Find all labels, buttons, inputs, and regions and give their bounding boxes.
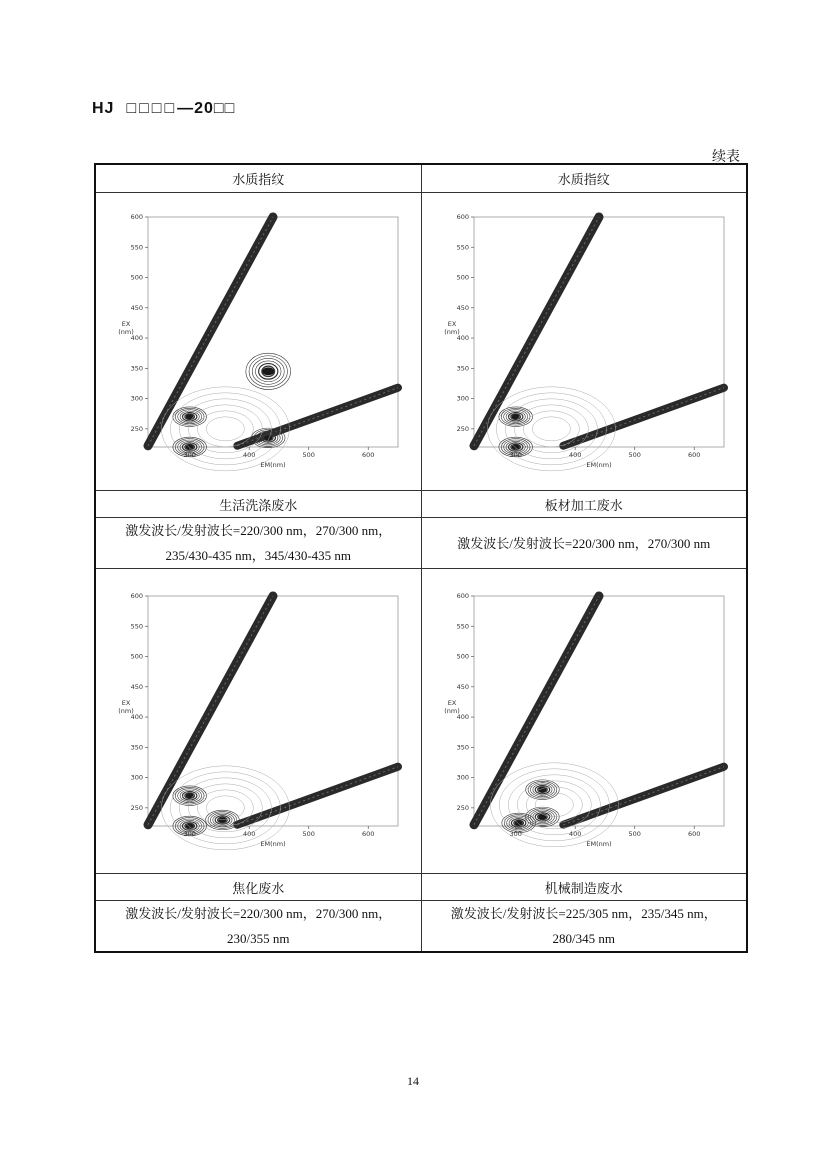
x-axis-label: EM(nm) <box>586 460 612 469</box>
eem-contour-plot <box>434 202 734 482</box>
peak-description <box>95 518 421 569</box>
y-tick-label: 300 <box>456 773 469 782</box>
x-tick-label: 300 <box>509 830 522 838</box>
y-tick-label: 350 <box>456 363 469 372</box>
y-tick-label: 500 <box>130 273 144 282</box>
x-tick-label: 600 <box>362 450 375 459</box>
y-tick-label: 550 <box>456 622 469 631</box>
peak-description-line: 235/430-435 nm，345/430-435 nm <box>165 548 352 563</box>
x-axis-label: EM(nm) <box>260 460 286 469</box>
y-tick-label: 450 <box>130 303 144 312</box>
y-tick-label: 350 <box>130 743 144 752</box>
peak-core <box>186 414 194 419</box>
standard-year-placeholder: —20□□ <box>177 100 236 117</box>
y-tick-label: 250 <box>456 803 469 812</box>
sample-name: 板材加工废水 <box>421 491 747 518</box>
y-axis-unit: (nm) <box>443 706 460 715</box>
peak-description-line: 激发波长/发射波长=225/305 nm，235/345 nm， <box>450 906 717 921</box>
peak-description <box>95 901 421 953</box>
sample-name: 生活洗涤废水 <box>95 491 421 518</box>
y-tick-label: 550 <box>130 242 144 251</box>
peak-core <box>186 793 194 798</box>
column-header-left: 水质指纹 <box>95 164 421 193</box>
plot-area <box>148 596 398 826</box>
y-tick-label: 350 <box>456 743 469 752</box>
sample-name: 焦化废水 <box>95 874 421 901</box>
y-tick-label: 600 <box>456 592 469 600</box>
x-tick-label: 500 <box>628 450 641 459</box>
standard-number-placeholder: □□□□ <box>126 100 178 117</box>
y-axis-label: EX <box>121 319 131 328</box>
figure-cell <box>95 193 421 491</box>
figure-cell <box>421 193 747 491</box>
y-tick-label: 500 <box>456 652 469 661</box>
peak-description <box>421 901 747 953</box>
y-tick-label: 600 <box>456 212 469 221</box>
y-tick-label: 400 <box>456 713 469 722</box>
y-tick-label: 450 <box>456 303 469 312</box>
y-tick-label: 350 <box>130 363 144 372</box>
x-tick-label: 600 <box>687 830 701 838</box>
y-tick-label: 300 <box>130 394 144 403</box>
x-tick-label: 500 <box>302 450 316 459</box>
y-tick-label: 450 <box>456 682 469 691</box>
peak-core <box>511 414 519 419</box>
y-tick-label: 600 <box>130 592 144 600</box>
y-axis-unit: (nm) <box>118 327 135 336</box>
y-tick-label: 600 <box>130 212 144 221</box>
x-tick-label: 500 <box>302 830 316 838</box>
page-number: 14 <box>407 1074 419 1088</box>
x-tick-label: 400 <box>568 830 582 838</box>
standard-prefix: HJ <box>92 100 115 117</box>
x-tick-label: 400 <box>243 830 256 838</box>
x-tick-label: 300 <box>183 450 197 459</box>
x-tick-label: 500 <box>628 830 641 838</box>
y-tick-label: 250 <box>130 803 144 812</box>
y-axis-unit: (nm) <box>118 706 135 715</box>
y-axis-label: EX <box>447 698 457 707</box>
standard-code-header <box>92 100 235 118</box>
y-tick-label: 250 <box>456 424 469 433</box>
x-tick-label: 400 <box>243 450 256 459</box>
x-axis-label: EM(nm) <box>586 840 612 848</box>
y-tick-label: 500 <box>130 652 144 661</box>
sample-name: 机械制造废水 <box>421 874 747 901</box>
y-tick-label: 550 <box>130 622 144 631</box>
y-axis-unit: (nm) <box>443 327 460 336</box>
peak-core <box>262 367 274 375</box>
peak-description-line: 激发波长/发射波长=220/300 nm，270/300 nm， <box>125 523 392 538</box>
figure-cell <box>95 569 421 874</box>
peak-description-line: 激发波长/发射波长=220/300 nm，270/300 nm <box>457 535 711 551</box>
peak-description <box>421 518 747 569</box>
x-tick-label: 300 <box>183 830 197 838</box>
eem-contour-plot <box>108 202 408 482</box>
y-axis-label: EX <box>447 319 457 328</box>
x-tick-label: 300 <box>509 450 522 459</box>
y-tick-label: 300 <box>456 394 469 403</box>
x-tick-label: 600 <box>362 830 375 838</box>
y-axis-label: EX <box>121 698 131 707</box>
y-tick-label: 550 <box>456 242 469 251</box>
plot-area <box>474 596 724 826</box>
peak-description-line: 280/345 nm <box>552 931 615 946</box>
y-tick-label: 400 <box>130 333 144 342</box>
continued-table-label: 续表 <box>712 149 740 165</box>
y-tick-label: 250 <box>130 424 144 433</box>
column-header-right: 水质指纹 <box>421 164 747 193</box>
y-tick-label: 400 <box>130 713 144 722</box>
fluorescence-peak <box>252 428 286 448</box>
eem-contour-plot <box>434 581 734 861</box>
plot-area <box>148 217 398 447</box>
fingerprint-table <box>94 163 748 953</box>
figure-cell <box>421 569 747 874</box>
fluorescence-peak <box>525 780 559 800</box>
peak-description-line: 激发波长/发射波长=220/300 nm，270/300 nm， <box>125 906 392 921</box>
y-tick-label: 400 <box>456 333 469 342</box>
y-tick-label: 300 <box>130 773 144 782</box>
plot-area <box>474 217 724 447</box>
x-tick-label: 400 <box>568 450 582 459</box>
y-tick-label: 500 <box>456 273 469 282</box>
eem-contour-plot <box>108 581 408 861</box>
y-tick-label: 450 <box>130 682 144 691</box>
x-axis-label: EM(nm) <box>260 840 286 848</box>
peak-description-line: 230/355 nm <box>227 931 290 946</box>
x-tick-label: 600 <box>687 450 701 459</box>
